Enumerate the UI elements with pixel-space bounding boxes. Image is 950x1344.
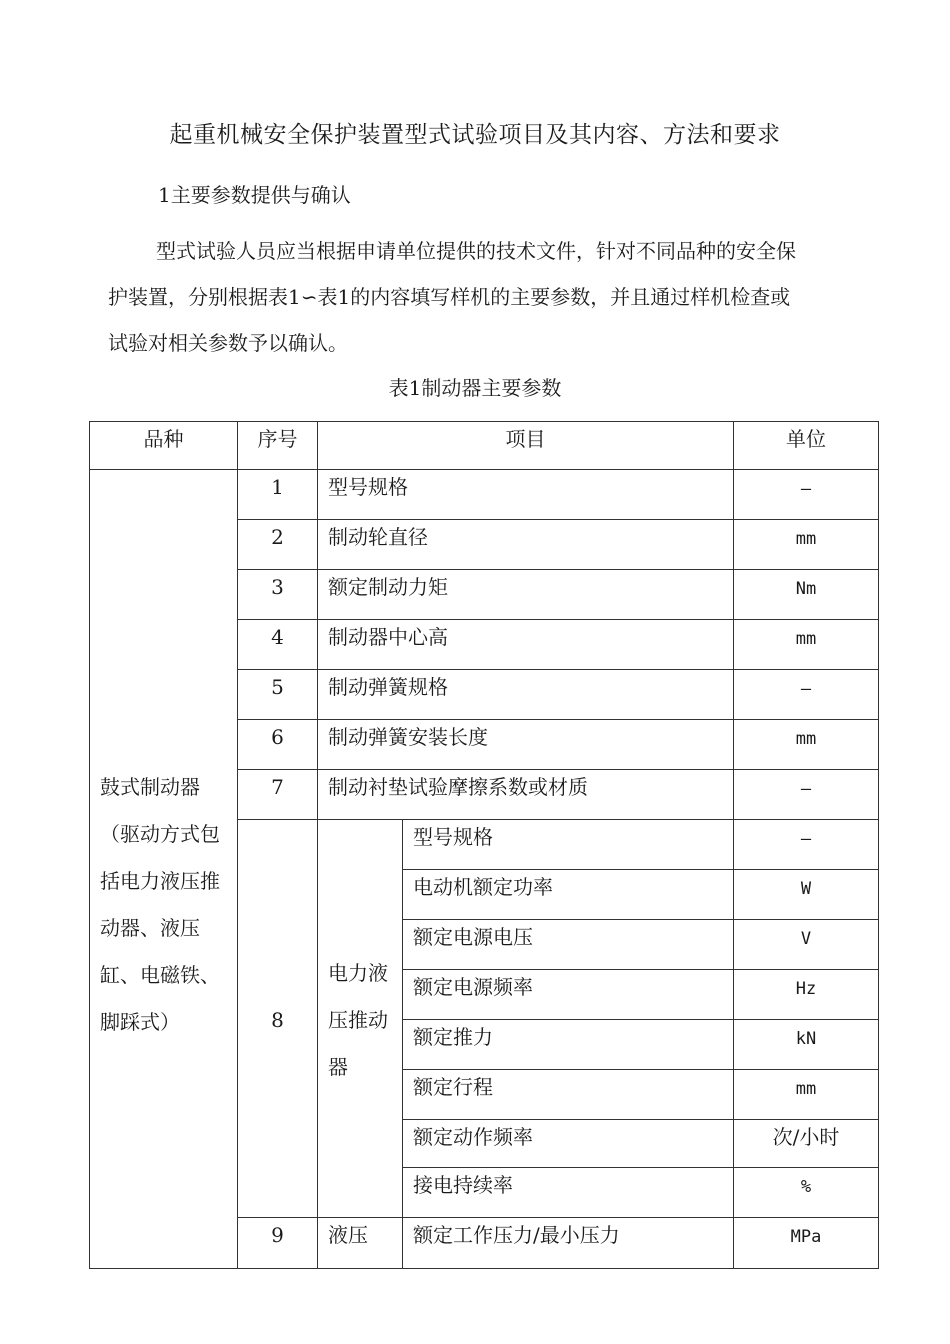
row-item: 额定电源频率 xyxy=(403,970,734,1020)
row-unit: mm xyxy=(734,1070,879,1120)
row-unit: — xyxy=(734,770,879,820)
header-item: 项目 xyxy=(318,422,734,470)
row-no: 9 xyxy=(238,1218,318,1269)
row-item: 制动衬垫试验摩擦系数或材质 xyxy=(318,770,734,820)
row-item: 额定制动力矩 xyxy=(318,570,734,620)
row-item: 额定行程 xyxy=(403,1070,734,1120)
row-unit: 次/小时 xyxy=(734,1120,879,1168)
table-caption: 表1制动器主要参数 xyxy=(388,376,562,400)
brake-parameters-table xyxy=(89,421,879,1269)
row-unit: Nm xyxy=(734,570,879,620)
row-unit: mm xyxy=(734,720,879,770)
row-item: 额定工作压力/最小压力 xyxy=(403,1218,734,1269)
row-item: 接电持续率 xyxy=(403,1168,734,1218)
row-item: 制动轮直径 xyxy=(318,520,734,570)
row-no: 8 xyxy=(238,820,318,1218)
header-unit: 单位 xyxy=(734,422,879,470)
row-unit: % xyxy=(734,1168,879,1218)
row-item: 电动机额定功率 xyxy=(403,870,734,920)
row-item: 型号规格 xyxy=(318,470,734,520)
row-no: 2 xyxy=(238,520,318,570)
drive-type-cell: 电力液压推动器 xyxy=(318,820,403,1218)
row-unit: W xyxy=(734,870,879,920)
row-no: 1 xyxy=(238,470,318,520)
row-no: 5 xyxy=(238,670,318,720)
paragraph-line: 护装置，分别根据表1∽表1的内容填写样机的主要参数，并且通过样机检查或 xyxy=(108,285,791,309)
row-unit: mm xyxy=(734,520,879,570)
row-unit: V xyxy=(734,920,879,970)
row-unit: kN xyxy=(734,1020,879,1070)
paragraph-line: 型式试验人员应当根据申请单位提供的技术文件，针对不同品种的安全保 xyxy=(156,239,796,263)
row-item: 制动弹簧规格 xyxy=(318,670,734,720)
document-title: 起重机械安全保护装置型式试验项目及其内容、方法和要求 xyxy=(169,122,781,148)
drive-type-cell: 液压 xyxy=(318,1218,403,1269)
section-heading: 1主要参数提供与确认 xyxy=(158,183,351,207)
row-no: 7 xyxy=(238,770,318,820)
row-no: 3 xyxy=(238,570,318,620)
row-unit: mm xyxy=(734,620,879,670)
kind-cell: 鼓式制动器（驱动方式包括电力液压推动器、液压缸、电磁铁、脚踩式） xyxy=(90,470,238,1269)
row-no: 6 xyxy=(238,720,318,770)
row-item: 制动器中心高 xyxy=(318,620,734,670)
row-unit: — xyxy=(734,670,879,720)
table-row xyxy=(90,470,879,520)
row-unit: — xyxy=(734,470,879,520)
header-no: 序号 xyxy=(238,422,318,470)
row-item: 额定动作频率 xyxy=(403,1120,734,1168)
row-item: 型号规格 xyxy=(403,820,734,870)
row-item: 额定电源电压 xyxy=(403,920,734,970)
row-unit: Hz xyxy=(734,970,879,1020)
row-unit: — xyxy=(734,820,879,870)
paragraph-line: 试验对相关参数予以确认。 xyxy=(108,331,348,355)
row-unit: MPa xyxy=(734,1218,879,1269)
intro-paragraph xyxy=(108,228,888,366)
table-header-row xyxy=(90,422,879,470)
header-kind: 品种 xyxy=(90,422,238,470)
row-item: 额定推力 xyxy=(403,1020,734,1070)
row-no: 4 xyxy=(238,620,318,670)
row-item: 制动弹簧安装长度 xyxy=(318,720,734,770)
